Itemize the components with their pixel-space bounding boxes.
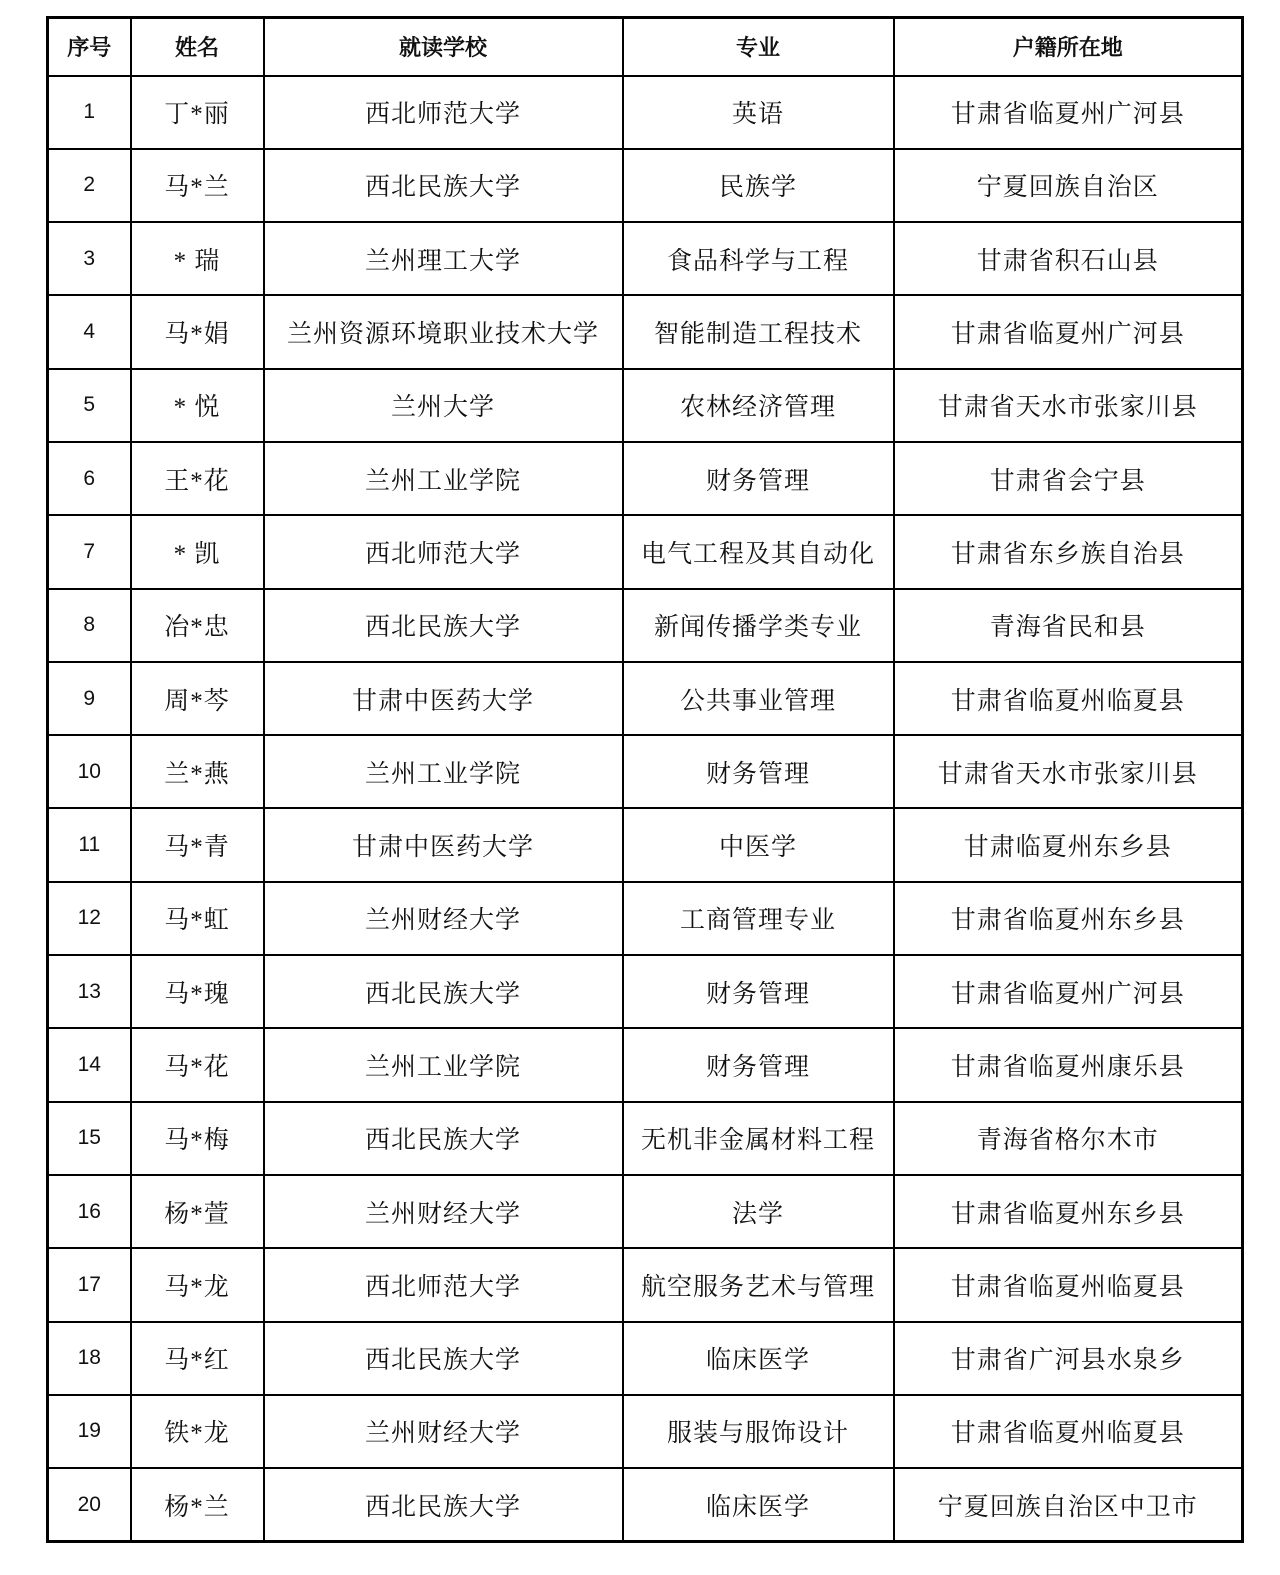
cell-no: 14 [48, 1028, 131, 1101]
cell-major: 财务管理 [623, 735, 894, 808]
table-row [48, 662, 1243, 735]
table-row [48, 442, 1243, 515]
cell-name: 周*芩 [131, 662, 264, 735]
cell-no: 20 [48, 1468, 131, 1541]
table-row [48, 149, 1243, 222]
table-row [48, 955, 1243, 1028]
header-row [48, 18, 1243, 76]
table-row [48, 808, 1243, 881]
cell-major: 临床医学 [623, 1468, 894, 1541]
cell-major: 民族学 [623, 149, 894, 222]
cell-hometown: 甘肃省临夏州东乡县 [894, 1175, 1243, 1248]
header-school: 就读学校 [264, 18, 623, 76]
cell-hometown: 甘肃省临夏州康乐县 [894, 1028, 1243, 1101]
table-body [48, 76, 1243, 1542]
cell-name: * 瑞 [131, 222, 264, 295]
cell-hometown: 甘肃省临夏州临夏县 [894, 1248, 1243, 1321]
cell-school: 兰州工业学院 [264, 1028, 623, 1101]
table-row [48, 1322, 1243, 1395]
cell-school: 兰州资源环境职业技术大学 [264, 295, 623, 368]
cell-school: 兰州工业学院 [264, 735, 623, 808]
cell-school: 西北师范大学 [264, 76, 623, 149]
cell-school: 兰州财经大学 [264, 882, 623, 955]
cell-major: 财务管理 [623, 955, 894, 1028]
cell-major: 法学 [623, 1175, 894, 1248]
cell-school: 西北民族大学 [264, 1322, 623, 1395]
cell-name: * 凯 [131, 515, 264, 588]
student-list-sheet [46, 16, 1241, 1543]
cell-no: 3 [48, 222, 131, 295]
cell-no: 19 [48, 1395, 131, 1468]
cell-name: 杨*萱 [131, 1175, 264, 1248]
cell-hometown: 宁夏回族自治区 [894, 149, 1243, 222]
cell-major: 英语 [623, 76, 894, 149]
cell-major: 临床医学 [623, 1322, 894, 1395]
cell-major: 财务管理 [623, 442, 894, 515]
cell-no: 2 [48, 149, 131, 222]
cell-school: 兰州工业学院 [264, 442, 623, 515]
cell-major: 航空服务艺术与管理 [623, 1248, 894, 1321]
table-row [48, 76, 1243, 149]
table-header [48, 18, 1243, 76]
cell-major: 中医学 [623, 808, 894, 881]
table-row [48, 589, 1243, 662]
table-row [48, 369, 1243, 442]
cell-school: 西北民族大学 [264, 1102, 623, 1175]
cell-school: 西北民族大学 [264, 589, 623, 662]
cell-school: 兰州财经大学 [264, 1395, 623, 1468]
cell-name: 马*青 [131, 808, 264, 881]
cell-hometown: 甘肃临夏州东乡县 [894, 808, 1243, 881]
cell-name: 丁*丽 [131, 76, 264, 149]
cell-no: 15 [48, 1102, 131, 1175]
cell-hometown: 甘肃省临夏州东乡县 [894, 882, 1243, 955]
cell-major: 财务管理 [623, 1028, 894, 1101]
cell-hometown: 甘肃省东乡族自治县 [894, 515, 1243, 588]
cell-name: 马*瑰 [131, 955, 264, 1028]
cell-hometown: 甘肃省临夏州临夏县 [894, 662, 1243, 735]
table-row [48, 735, 1243, 808]
cell-major: 工商管理专业 [623, 882, 894, 955]
table-row [48, 1102, 1243, 1175]
cell-name: 杨*兰 [131, 1468, 264, 1541]
cell-no: 7 [48, 515, 131, 588]
cell-no: 12 [48, 882, 131, 955]
cell-school: 甘肃中医药大学 [264, 808, 623, 881]
cell-no: 4 [48, 295, 131, 368]
cell-school: 西北师范大学 [264, 515, 623, 588]
table-row [48, 1175, 1243, 1248]
cell-name: 马*花 [131, 1028, 264, 1101]
cell-hometown: 甘肃省临夏州广河县 [894, 955, 1243, 1028]
cell-name: 马*虹 [131, 882, 264, 955]
cell-no: 11 [48, 808, 131, 881]
cell-name: 马*梅 [131, 1102, 264, 1175]
cell-major: 智能制造工程技术 [623, 295, 894, 368]
cell-school: 西北民族大学 [264, 149, 623, 222]
cell-school: 西北民族大学 [264, 1468, 623, 1541]
cell-school: 西北民族大学 [264, 955, 623, 1028]
cell-major: 服装与服饰设计 [623, 1395, 894, 1468]
cell-hometown: 甘肃省临夏州广河县 [894, 295, 1243, 368]
table-row [48, 1468, 1243, 1541]
student-table [46, 16, 1244, 1543]
table-row [48, 1395, 1243, 1468]
cell-major: 公共事业管理 [623, 662, 894, 735]
cell-major: 农林经济管理 [623, 369, 894, 442]
cell-no: 1 [48, 76, 131, 149]
table-row [48, 515, 1243, 588]
cell-name: 马*龙 [131, 1248, 264, 1321]
cell-name: 王*花 [131, 442, 264, 515]
cell-hometown: 青海省民和县 [894, 589, 1243, 662]
header-hometown: 户籍所在地 [894, 18, 1243, 76]
cell-school: 兰州财经大学 [264, 1175, 623, 1248]
cell-no: 5 [48, 369, 131, 442]
cell-major: 食品科学与工程 [623, 222, 894, 295]
table-row [48, 882, 1243, 955]
header-name: 姓名 [131, 18, 264, 76]
cell-no: 13 [48, 955, 131, 1028]
table-row [48, 295, 1243, 368]
cell-hometown: 甘肃省天水市张家川县 [894, 369, 1243, 442]
cell-no: 10 [48, 735, 131, 808]
cell-hometown: 甘肃省会宁县 [894, 442, 1243, 515]
cell-school: 兰州理工大学 [264, 222, 623, 295]
cell-name: * 悦 [131, 369, 264, 442]
cell-no: 6 [48, 442, 131, 515]
header-no: 序号 [48, 18, 131, 76]
cell-hometown: 甘肃省临夏州广河县 [894, 76, 1243, 149]
cell-hometown: 青海省格尔木市 [894, 1102, 1243, 1175]
cell-name: 马*兰 [131, 149, 264, 222]
cell-school: 兰州大学 [264, 369, 623, 442]
cell-major: 电气工程及其自动化 [623, 515, 894, 588]
cell-school: 西北师范大学 [264, 1248, 623, 1321]
cell-hometown: 甘肃省广河县水泉乡 [894, 1322, 1243, 1395]
cell-name: 马*娟 [131, 295, 264, 368]
cell-hometown: 甘肃省积石山县 [894, 222, 1243, 295]
cell-no: 16 [48, 1175, 131, 1248]
cell-hometown: 甘肃省临夏州临夏县 [894, 1395, 1243, 1468]
cell-hometown: 宁夏回族自治区中卫市 [894, 1468, 1243, 1541]
cell-name: 兰*燕 [131, 735, 264, 808]
table-row [48, 1028, 1243, 1101]
cell-major: 新闻传播学类专业 [623, 589, 894, 662]
table-row [48, 222, 1243, 295]
cell-hometown: 甘肃省天水市张家川县 [894, 735, 1243, 808]
header-major: 专业 [623, 18, 894, 76]
cell-no: 18 [48, 1322, 131, 1395]
cell-name: 冶*忠 [131, 589, 264, 662]
table-row [48, 1248, 1243, 1321]
cell-no: 17 [48, 1248, 131, 1321]
cell-name: 马*红 [131, 1322, 264, 1395]
cell-name: 铁*龙 [131, 1395, 264, 1468]
cell-no: 9 [48, 662, 131, 735]
cell-school: 甘肃中医药大学 [264, 662, 623, 735]
cell-no: 8 [48, 589, 131, 662]
cell-major: 无机非金属材料工程 [623, 1102, 894, 1175]
